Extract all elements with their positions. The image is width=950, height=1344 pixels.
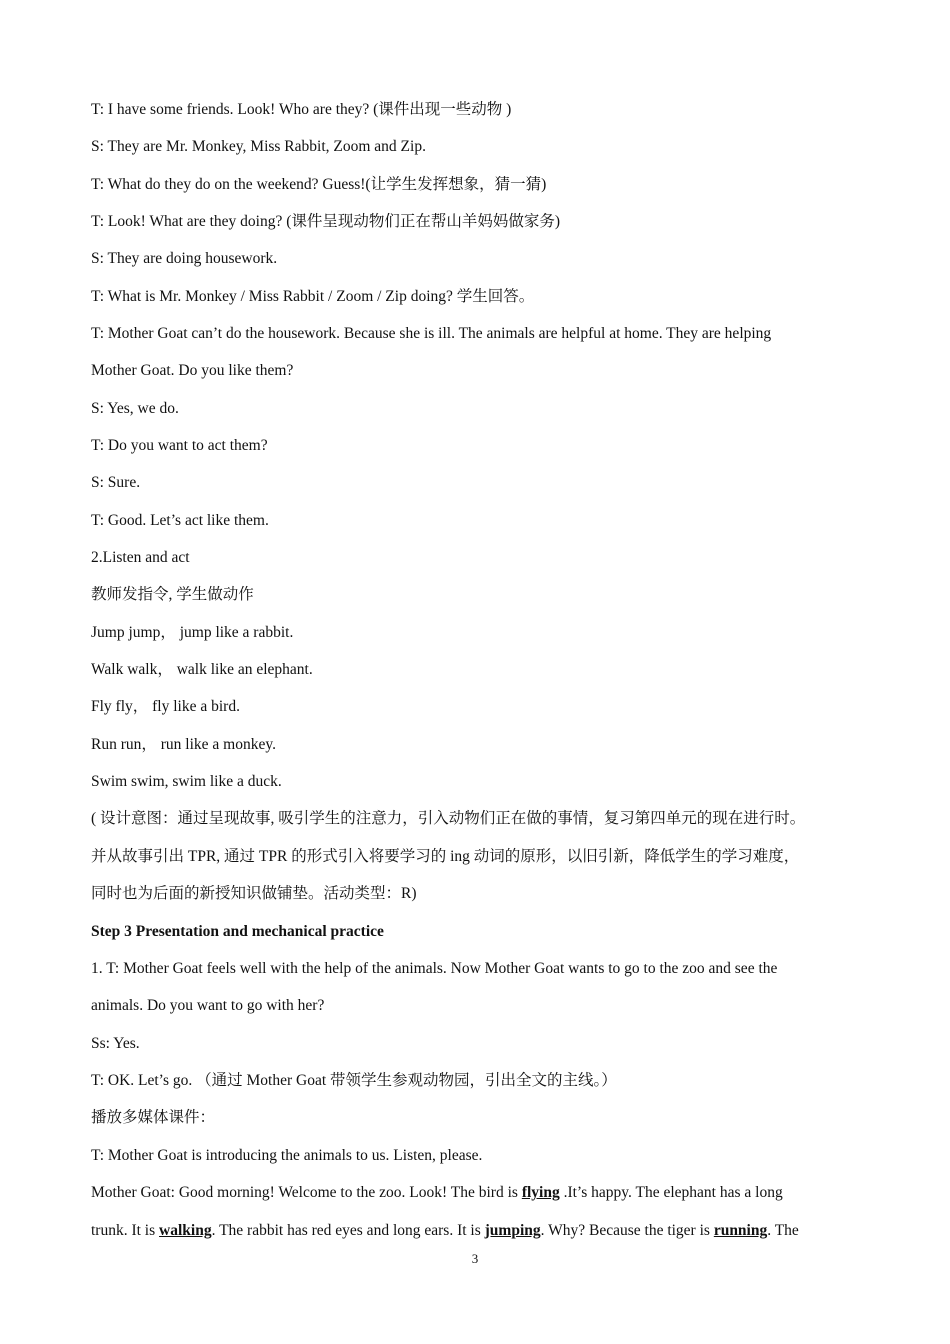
text-run: trunk. It is [91,1222,160,1239]
text-line: Ss: Yes. [91,1035,140,1052]
text-line: T: What is Mr. Monkey / Miss Rabbit / Zoom / Zip doing? 学生回答。 [91,288,535,305]
text-line: T: Mother Goat is introducing the animals to us. Listen, please. [91,1147,483,1164]
text-run: . Why? Because the tiger is [540,1222,714,1239]
section-heading: 2.Listen and act [91,549,190,566]
text-line: Walk walk， walk like an elephant. [91,661,313,678]
text-line: T: I have some friends. Look! Who are they? (课件出现一些动物 ) [91,101,512,118]
text-line: animals. Do you want to go with her? [91,997,325,1014]
verb-jumping: jumping [484,1222,541,1239]
verb-walking: walking [159,1222,212,1239]
text-run: .It’s happy. The elephant has a long [559,1184,783,1201]
design-note-line: 并从故事引出 TPR, 通过 TPR 的形式引入将要学习的 ing 动词的原形，以旧引新，降低学生的学习难度， [91,848,800,865]
mother-goat-line-1 [91,1183,783,1203]
text-line: Mother Goat. Do you like them? [91,362,294,379]
text-run: . The [767,1222,799,1239]
text-line: S: Sure. [91,474,141,491]
design-note-line: 同时也为后面的新授知识做铺垫。活动类型：R) [91,885,417,902]
mother-goat-line-2 [91,1221,799,1241]
text-line: T: What do they do on the weekend? Guess!(让学生发挥想象，猜一猜) [91,176,547,193]
text-line: Fly fly， fly like a bird. [91,698,240,715]
text-line: S: Yes, we do. [91,400,179,417]
text-run: Mother Goat: Good morning! Welcome to the zoo. Look! The bird is [91,1184,522,1201]
text-line: Jump jump， jump like a rabbit. [91,624,294,641]
text-line: Run run， run like a monkey. [91,736,276,753]
verb-flying: flying [521,1184,560,1201]
text-line: T: Do you want to act them? [91,437,268,454]
text-line: 1. T: Mother Goat feels well with the help of the animals. Now Mother Goat wants to go to the zoo and see the [91,960,778,977]
text-line: 教师发指令, 学生做动作 [91,586,254,603]
step-heading: Step 3 Presentation and mechanical practice [91,923,384,940]
design-note-line: ( 设计意图：通过呈现故事, 吸引学生的注意力，引入动物们正在做的事情，复习第四单元的现在进行时。 [91,810,806,827]
text-line: S: They are doing housework. [91,250,278,267]
text-line: S: They are Mr. Monkey, Miss Rabbit, Zoom and Zip. [91,138,426,155]
text-line: T: Look! What are they doing? (课件呈现动物们正在帮山羊妈妈做家务) [91,213,561,230]
text-line: Swim swim, swim like a duck. [91,773,282,790]
verb-running: running [713,1222,768,1239]
text-line: T: OK. Let’s go. （通过 Mother Goat 带领学生参观动物园，引出全文的主线。） [91,1072,617,1089]
text-run: . The rabbit has red eyes and long ears. It is [211,1222,485,1239]
text-line: T: Mother Goat can’t do the housework. Because she is ill. The animals are helpful at home. They are helping [91,325,772,342]
text-line: T: Good. Let’s act like them. [91,512,269,529]
page-number: 3 [471,1251,479,1266]
text-line: 播放多媒体课件： [91,1109,216,1126]
